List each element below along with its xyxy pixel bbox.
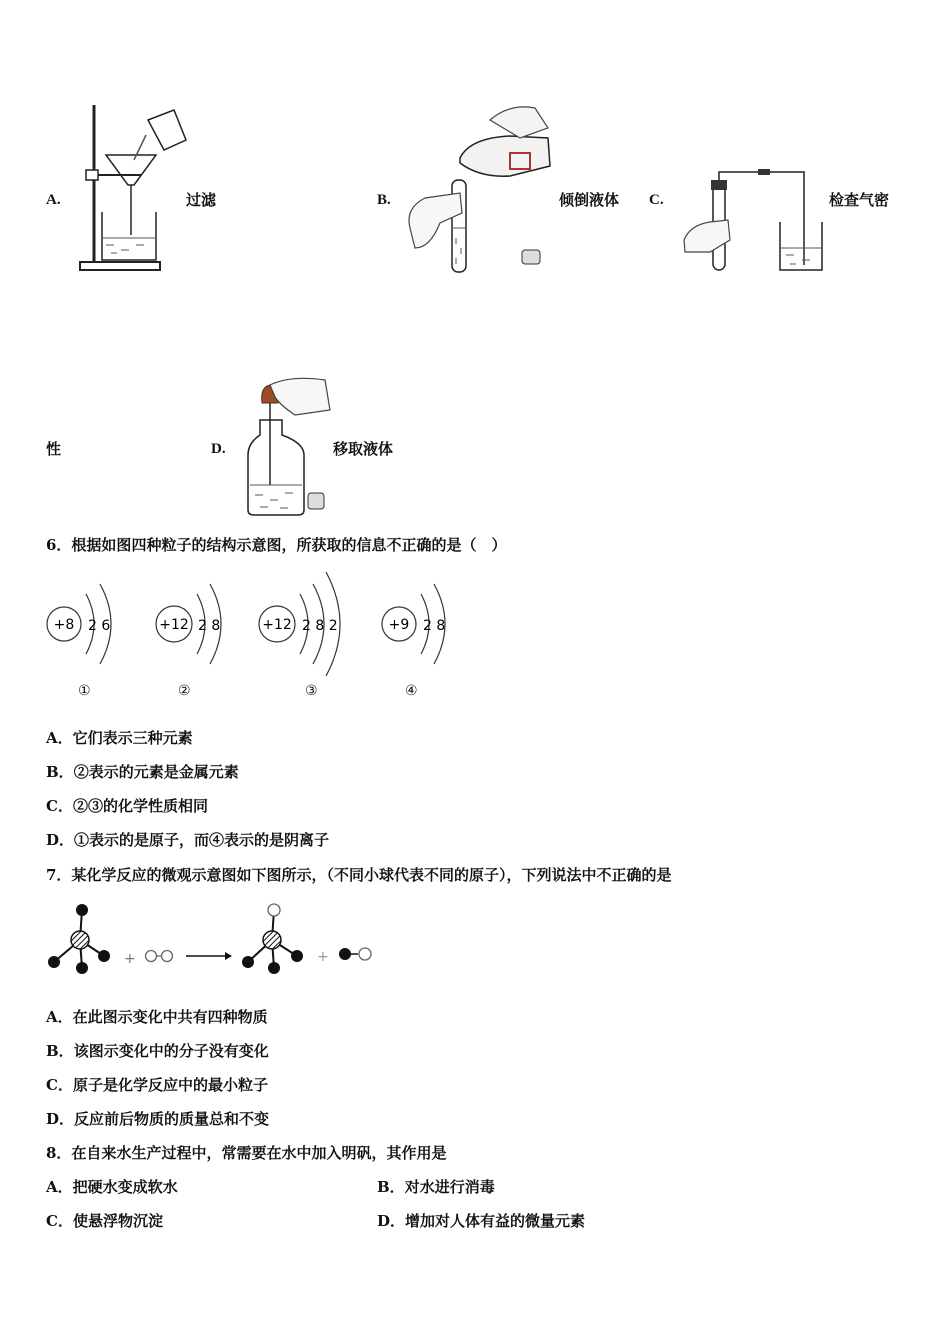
q5-option-c-text-1: 检查气密 xyxy=(829,191,890,209)
particle-2-label: ② xyxy=(178,683,191,699)
particle-diagram-3 xyxy=(256,570,356,680)
filtration-apparatus-figure xyxy=(76,100,196,275)
particle-diagram-2 xyxy=(153,578,238,678)
q8-option-b xyxy=(377,1177,495,1197)
q6-option-d-text: ①表示的是原子，而④表示的是阴离子 xyxy=(74,831,330,849)
q8-option-c xyxy=(46,1211,163,1231)
dropper-transfer-figure xyxy=(240,375,335,520)
q7-option-c xyxy=(46,1075,268,1095)
q6-option-c-letter: C． xyxy=(46,797,73,815)
particle-1-nucleus: +8 xyxy=(53,617,75,633)
q8-question: 8．在自来水生产过程中，常需要在水中加入明矾，其作用是 xyxy=(46,1144,447,1162)
q8-option-a-letter: A． xyxy=(46,1178,73,1196)
q7-option-a-letter: A． xyxy=(46,1008,73,1026)
particle-3-label: ③ xyxy=(305,683,318,699)
q7-option-a xyxy=(46,1007,268,1027)
particle-3-nucleus: +12 xyxy=(262,617,292,633)
particle-3-shells: 2 8 2 xyxy=(302,618,338,634)
airtightness-check-figure xyxy=(680,160,835,275)
q5-option-c-letter: C. xyxy=(649,192,664,208)
q7-question: 7．某化学反应的微观示意图如下图所示，（不同小球代表不同的原子），下列说法中不正确的是 xyxy=(46,866,672,884)
q6-option-b-text: ②表示的元素是金属元素 xyxy=(73,763,239,781)
pouring-liquid-figure xyxy=(400,98,560,278)
q7-option-d xyxy=(46,1109,269,1129)
particle-1-shells: 2 6 xyxy=(88,618,111,634)
q6-option-c-text: ②③的化学性质相同 xyxy=(72,797,208,815)
q5-option-a-letter: A. xyxy=(46,192,61,208)
q5-option-a-text: 过滤 xyxy=(186,191,217,209)
q6-option-a-letter: A． xyxy=(46,729,73,747)
q5-option-b-letter: B. xyxy=(377,192,391,208)
q7-option-c-text: 原子是化学反应中的最小粒子 xyxy=(72,1076,268,1094)
q6-option-b-letter: B． xyxy=(46,763,74,781)
q8-option-a xyxy=(46,1177,178,1197)
q8-option-d-letter: D． xyxy=(377,1212,406,1230)
q8-option-c-text: 使悬浮物沉淀 xyxy=(72,1212,163,1230)
q5-option-c-text-2: 性 xyxy=(46,440,62,458)
q6-option-c xyxy=(46,796,208,816)
particle-2-nucleus: +12 xyxy=(159,617,189,633)
q7-option-c-letter: C． xyxy=(46,1076,73,1094)
q8-option-c-letter: C． xyxy=(46,1212,73,1230)
q6-option-a-text: 它们表示三种元素 xyxy=(72,729,193,747)
particle-1-label: ① xyxy=(78,683,91,699)
particle-4-nucleus: +9 xyxy=(388,617,410,633)
q5-option-d-letter: D. xyxy=(211,441,226,457)
q5-option-b-text: 倾倒液体 xyxy=(559,191,620,209)
q7-option-d-text: 反应前后物质的质量总和不变 xyxy=(74,1110,270,1128)
q5-option-d-text: 移取液体 xyxy=(333,440,394,458)
q7-option-b-text: 该图示变化中的分子没有变化 xyxy=(73,1042,269,1060)
q8-option-a-text: 把硬水变成软水 xyxy=(72,1178,178,1196)
q8-option-d-text: 增加对人体有益的微量元素 xyxy=(405,1212,586,1230)
q8-option-d xyxy=(377,1211,585,1231)
particle-diagram-1 xyxy=(44,578,129,678)
q6-option-b xyxy=(46,762,239,782)
q6-question: 6．根据如图四种粒子的结构示意图，所获取的信息不正确的是（ ） xyxy=(46,536,507,554)
reaction-plus-1: + xyxy=(124,951,136,967)
q7-option-d-letter: D． xyxy=(46,1110,75,1128)
particle-4-shells: 2 8 xyxy=(423,618,446,634)
q8-option-b-text: 对水进行消毒 xyxy=(404,1178,495,1196)
q6-option-a xyxy=(46,728,193,748)
q8-option-b-letter: B． xyxy=(377,1178,405,1196)
q6-option-d xyxy=(46,830,329,850)
reaction-plus-2: + xyxy=(317,949,329,965)
q7-option-a-text: 在此图示变化中共有四种物质 xyxy=(72,1008,268,1026)
particle-4-label: ④ xyxy=(405,683,418,699)
reaction-micro-diagram xyxy=(40,898,380,978)
particle-2-shells: 2 8 xyxy=(198,618,221,634)
q7-option-b xyxy=(46,1041,269,1061)
q6-option-d-letter: D． xyxy=(46,831,75,849)
particle-diagram-4 xyxy=(379,578,464,678)
q7-option-b-letter: B． xyxy=(46,1042,74,1060)
